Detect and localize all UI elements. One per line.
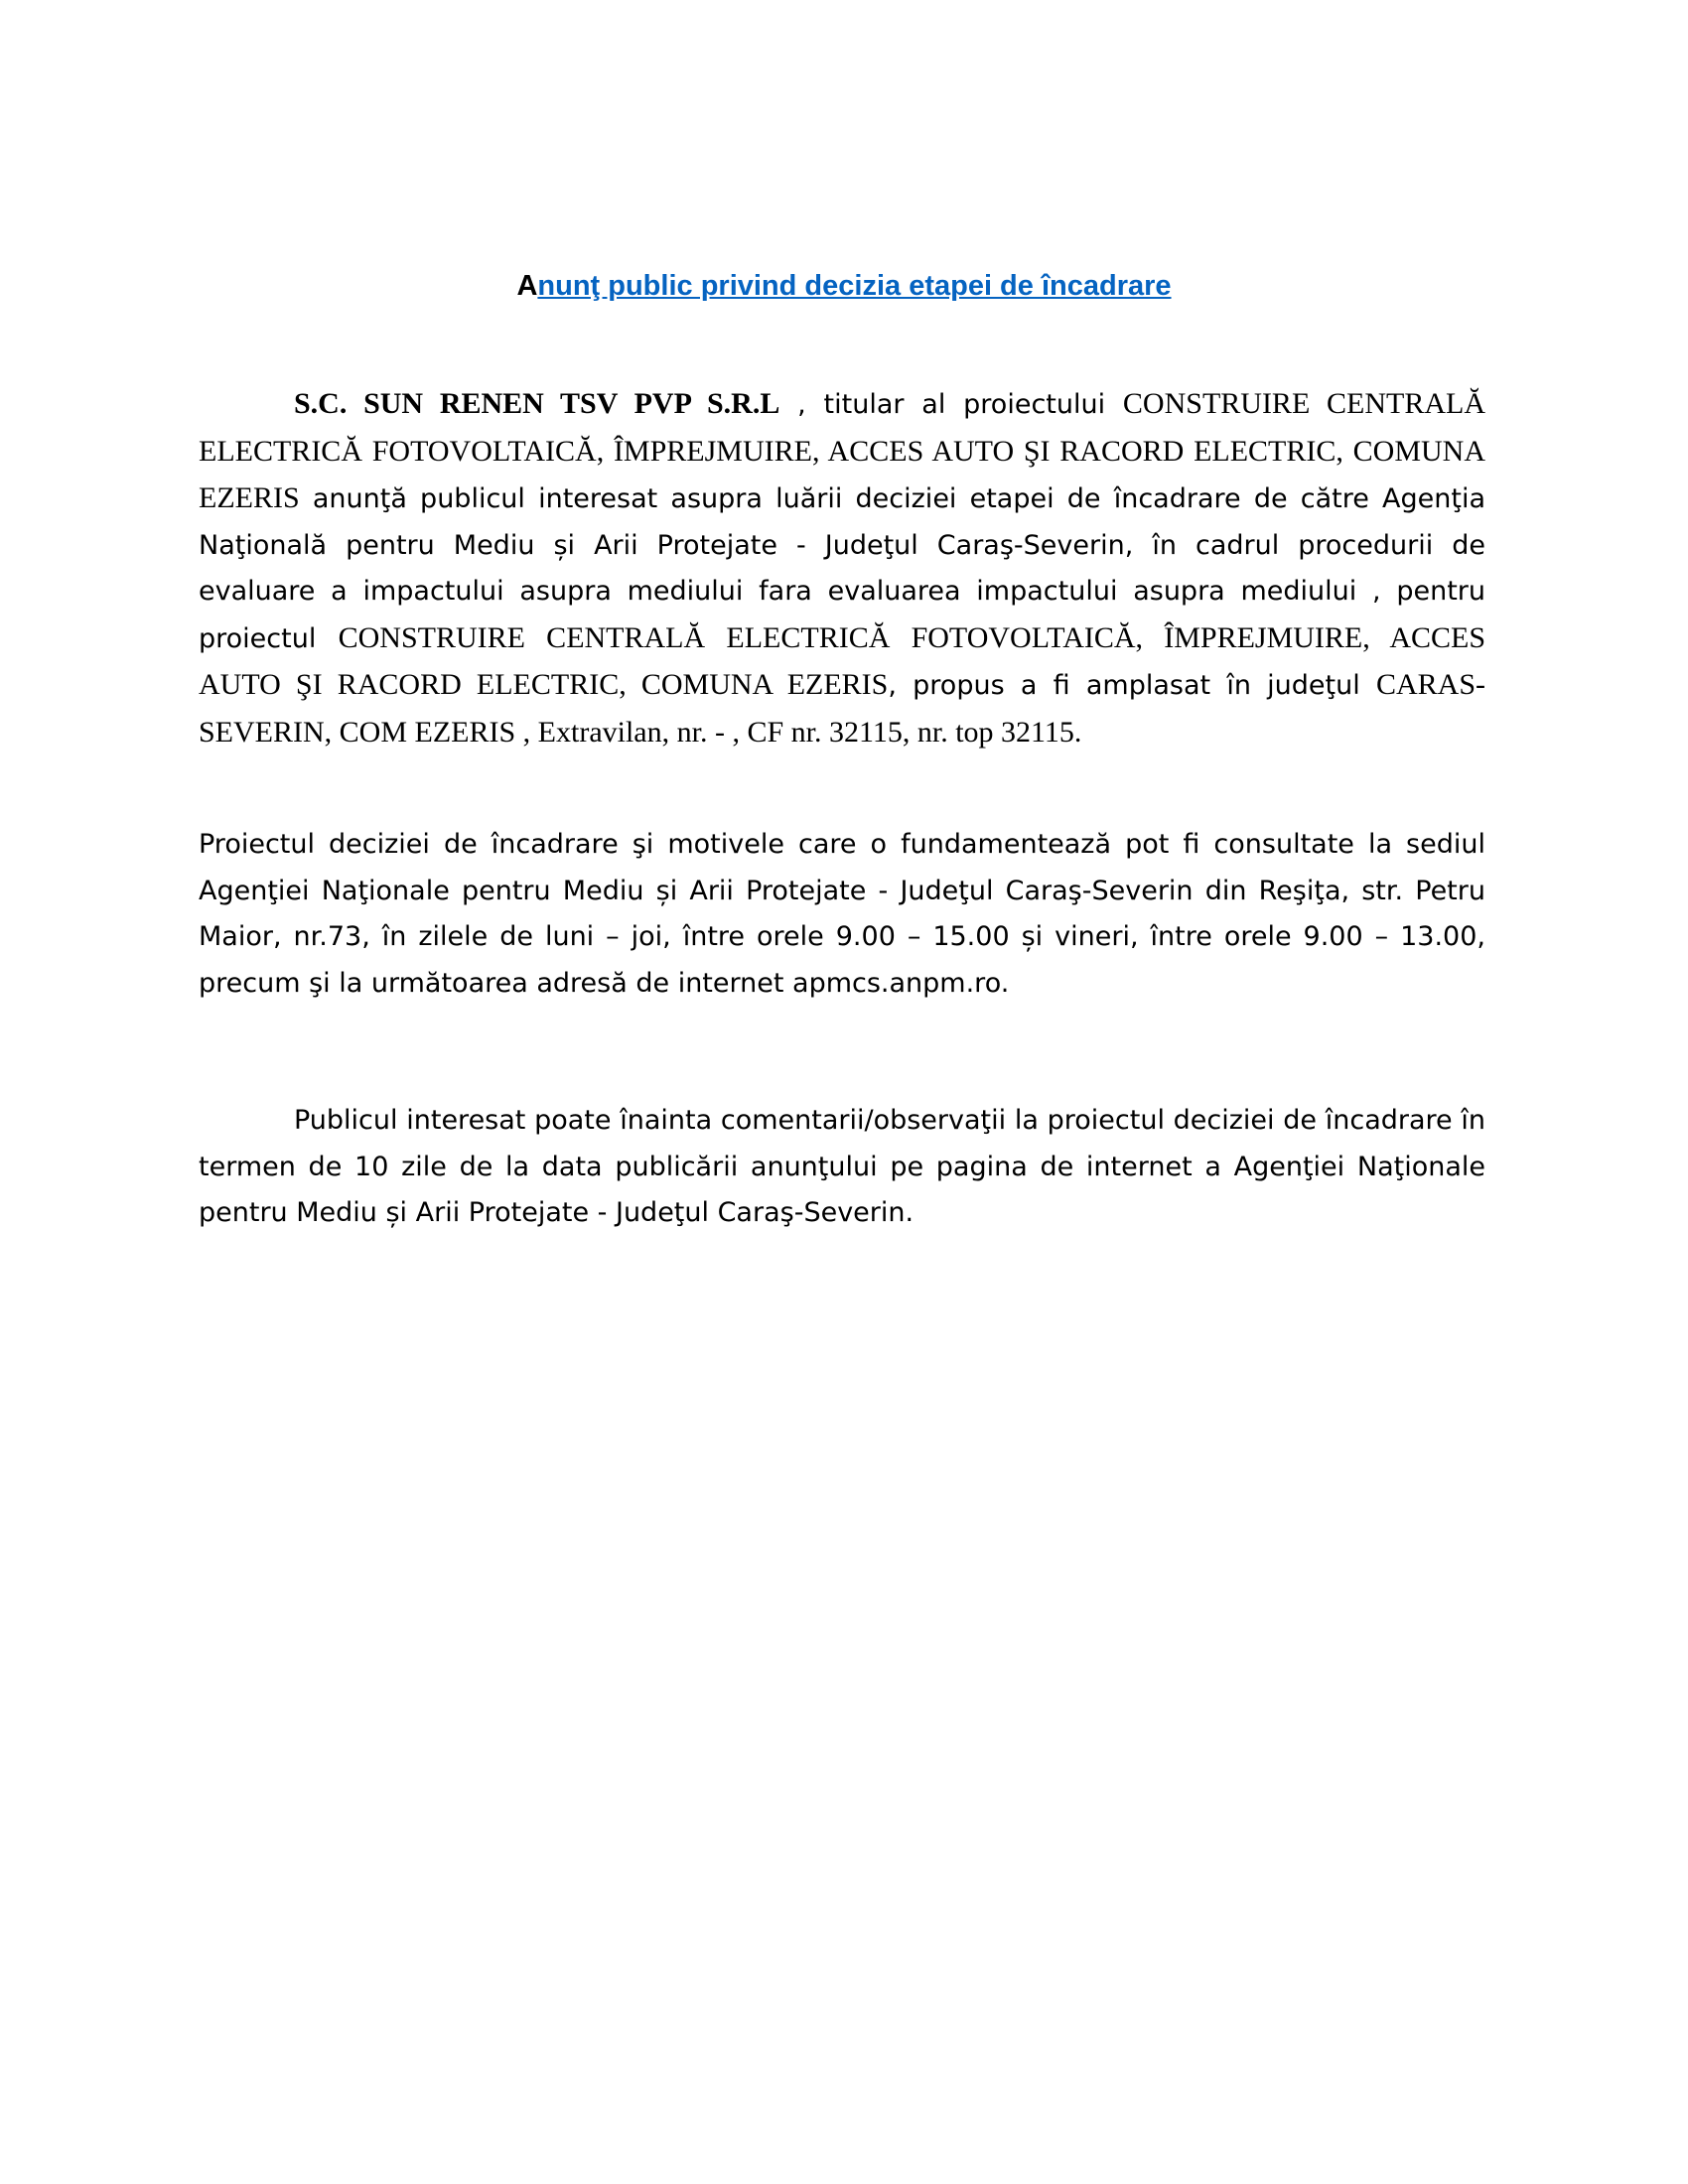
paragraph-1 — [199, 381, 1485, 756]
title-first-letter: A — [516, 270, 538, 302]
paragraph-2 — [199, 822, 1485, 1007]
announcement-title — [0, 266, 1688, 306]
paragraph-1-text — [199, 381, 1485, 756]
paragraph-1-part-3: , propus a fi amplasat în judeţul — [888, 670, 1376, 701]
paragraph-2-text: Proiectul deciziei de încadrare şi motivele care o fundamentează pot fi consultate la sediul Agenţiei Naţionale pentru Mediu și Arii Protejate - Judeţul Caraş-Severin din Reşiţa, str. Petru Maior, nr.73, în zilele de luni – joi, între orele 9.00 – 15.00 și vineri, între orele 9.00 – 13.00, precum şi la următoarea adresă de internet apmcs.anpm.ro. — [199, 829, 1485, 999]
paragraph-3-text: Publicul interesat poate înainta comentarii/observaţii la proiectul deciziei de încadrare în termen de 10 zile de la data publicării anunţului pe pagina de internet a Agenţiei Naţionale pentru Mediu și Arii Protejate - Judeţul Caraş-Severin. — [199, 1105, 1485, 1228]
paragraph-1-part-2: anunţă publicul interesat asupra luării deciziei etapei de încadrare de către Agenţia Naţională pentru Mediu și Arii Protejate - Judeţul Caraş-Severin, în cadrul procedurii de evaluare a impactului asupra mediului fara evaluarea impactului asupra mediului , pentru proiectul — [199, 483, 1485, 654]
project-location: CARAS-SEVERIN, COM EZERIS , Extravilan, nr. - , CF nr. 32115, nr. top 32115. — [199, 668, 1485, 749]
company-name: S.C. SUN RENEN TSV PVP S.R.L — [294, 387, 780, 420]
title-link-text[interactable]: nunţ public privind decizia etapei de încadrare — [537, 270, 1172, 302]
project-name-2: CONSTRUIRE CENTRALĂ ELECTRICĂ FOTOVOLTAICĂ, ÎMPREJMUIRE, ACCES AUTO ŞI RACORD ELECTRIC, COMUNA EZERIS — [199, 620, 1486, 701]
paragraph-3 — [199, 1098, 1485, 1237]
project-name-1: CONSTRUIRE CENTRALĂ ELECTRICĂ FOTOVOLTAICĂ, ÎMPREJMUIRE, ACCES AUTO ŞI RACORD ELECTRIC, COMUNA EZERIS — [199, 387, 1485, 514]
paragraph-1-part-1: , titular al proiectului — [779, 389, 1123, 420]
